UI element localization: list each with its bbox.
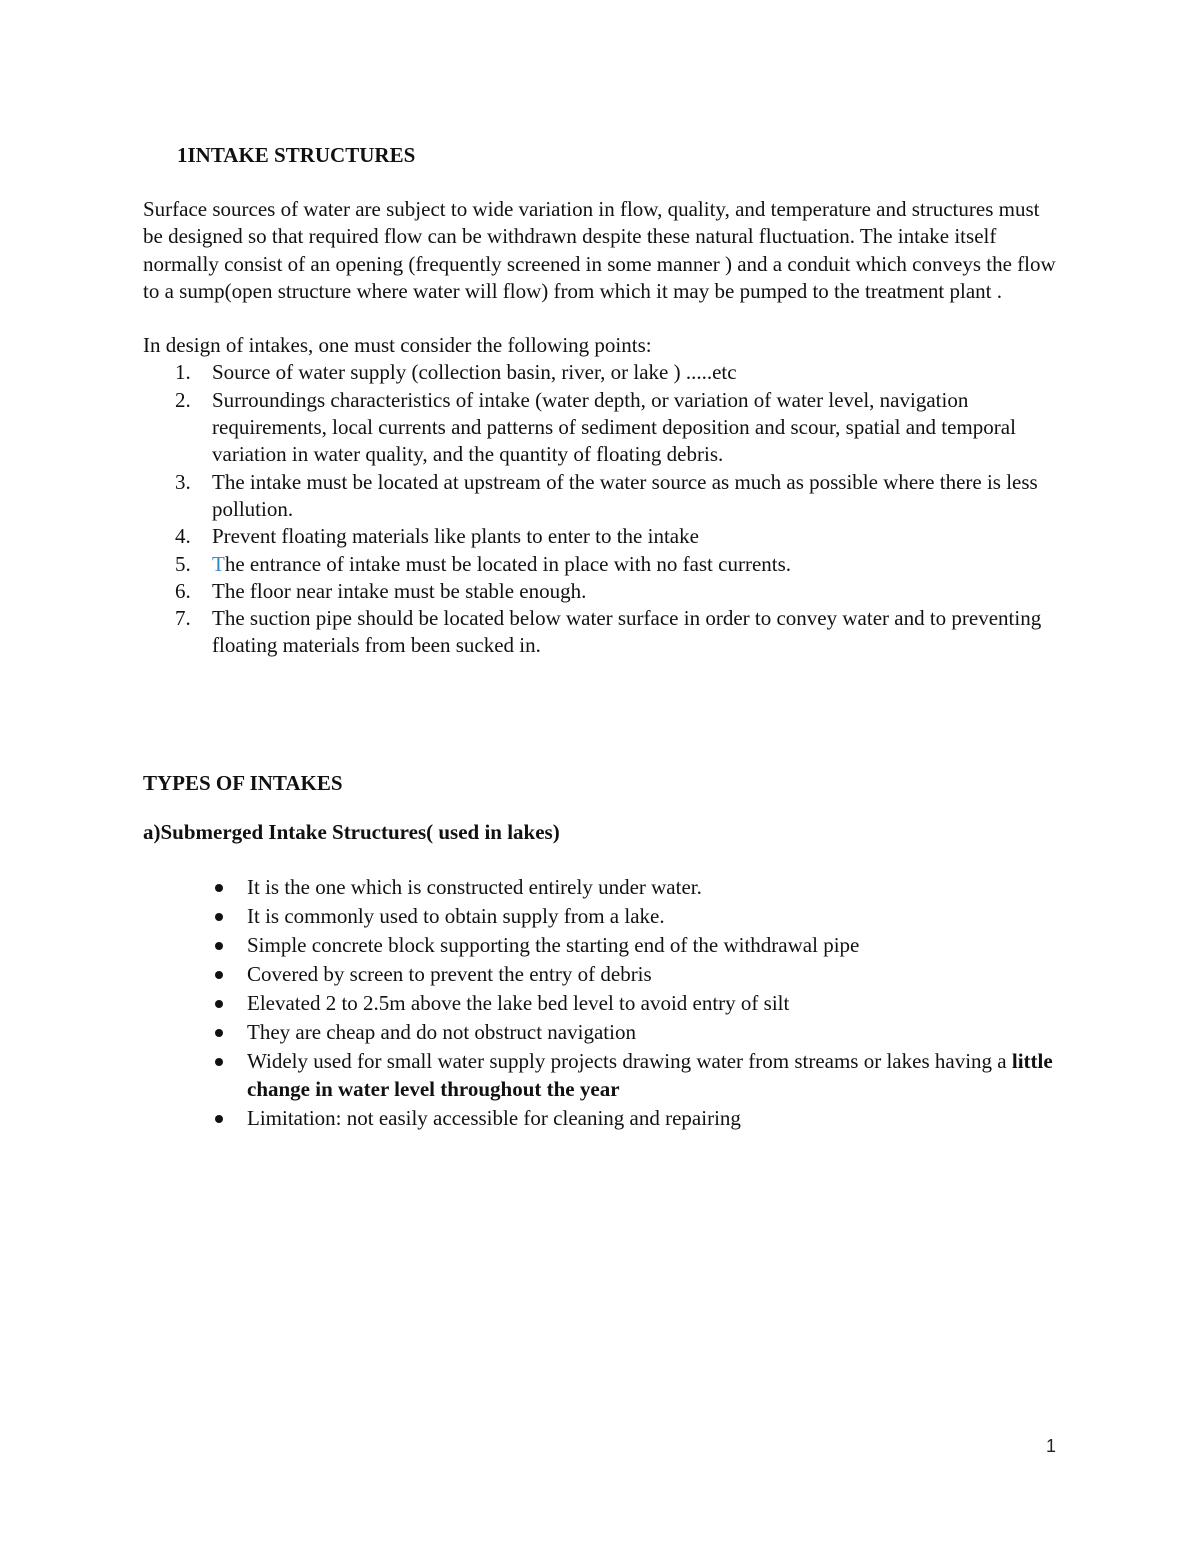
list-number: 3. — [175, 469, 191, 494]
list-item — [143, 523, 1063, 550]
list-number: 6. — [175, 578, 191, 603]
bullet-dot-icon — [215, 942, 223, 950]
list-number: 7. — [175, 606, 191, 631]
design-points-list — [143, 359, 1063, 659]
page-number: 1 — [1045, 1436, 1056, 1456]
bullet-dot-icon — [215, 884, 223, 892]
bullet-item — [143, 1019, 1063, 1046]
submerged-heading: a)Submerged Intake Structures( used in lakes) — [143, 819, 560, 844]
list-item-text: Source of water supply (collection basin, river, or lake ) .....etc — [212, 360, 737, 385]
bullet-text: They are cheap and do not obstruct navigation — [247, 1020, 636, 1045]
list-number: 2. — [175, 387, 191, 412]
list-item — [143, 605, 1063, 660]
bullet-dot-icon — [215, 1029, 223, 1037]
list-number: 4. — [175, 524, 191, 549]
bullet-dot-icon — [215, 1115, 223, 1123]
list-number: 5. — [175, 551, 191, 576]
bullet-text: Widely used for small water supply projects drawing water from streams or lakes having a — [247, 1049, 1012, 1074]
bullet-item — [143, 1105, 1063, 1132]
list-item — [143, 578, 1063, 605]
bullet-dot-icon — [215, 971, 223, 979]
types-heading: TYPES OF INTAKES — [143, 770, 343, 795]
list-item — [143, 387, 1063, 469]
bullet-item — [143, 903, 1063, 930]
list-item — [143, 469, 1063, 524]
list-item-text: Prevent floating materials like plants to enter to the intake — [212, 524, 699, 549]
bullet-item — [143, 932, 1063, 959]
list-item-text: Surroundings characteristics of intake (water depth, or variation of water level, navigation requirements, local currents and patterns of sediment deposition and scour, spatial and temporal variation in water quality, and the quantity of floating debris. — [212, 387, 1016, 467]
main-heading: 1INTAKE STRUCTURES — [177, 143, 416, 167]
bullet-bold-text: little change in water level throughout the year — [247, 1049, 1053, 1101]
submerged-bullets-list — [143, 874, 1063, 1132]
bullet-text: It is the one which is constructed entirely under water. — [247, 874, 702, 899]
list-item — [143, 359, 1063, 386]
bullet-dot-icon — [215, 1058, 223, 1066]
list-item-text: he entrance of intake must be located in place with no fast currents. — [224, 551, 792, 576]
accent-letter: T — [212, 551, 225, 576]
bullet-item — [143, 874, 1063, 901]
section-spacer — [143, 660, 1063, 770]
page-content — [143, 142, 1063, 1134]
intro-paragraph: Surface sources of water are subject to wide variation in flow, quality, and temperature and structures must be designed so that required flow can be withdrawn despite these natural fluctuation. The intake itself normally consist of an opening (frequently screened in some manner ) and a conduit which conveys the flow to a sump(open structure where water will flow) from which it may be pumped to the treatment plant . — [143, 197, 1056, 303]
bullet-item — [143, 961, 1063, 988]
bullet-item — [143, 1048, 1063, 1103]
list-item-text: The intake must be located at upstream of the water source as much as possible where there is less pollution. — [212, 469, 1038, 521]
bullet-dot-icon — [215, 913, 223, 921]
design-lead-text: In design of intakes, one must consider the following points: — [143, 333, 652, 358]
list-item-text: The suction pipe should be located below water surface in order to convey water and to preventing floating materials from been sucked in. — [212, 606, 1042, 658]
bullet-text: It is commonly used to obtain supply from a lake. — [247, 903, 665, 928]
bullet-text: Elevated 2 to 2.5m above the lake bed level to avoid entry of silt — [247, 991, 790, 1016]
bullet-dot-icon — [215, 1000, 223, 1008]
bullet-text: Covered by screen to prevent the entry of debris — [247, 962, 652, 987]
bullet-item — [143, 990, 1063, 1017]
bullet-text: Limitation: not easily accessible for cleaning and repairing — [247, 1105, 741, 1130]
list-item-text: The floor near intake must be stable enough. — [212, 578, 587, 603]
bullet-text: Simple concrete block supporting the starting end of the withdrawal pipe — [247, 932, 860, 957]
list-item — [143, 551, 1063, 578]
list-number: 1. — [175, 360, 191, 385]
